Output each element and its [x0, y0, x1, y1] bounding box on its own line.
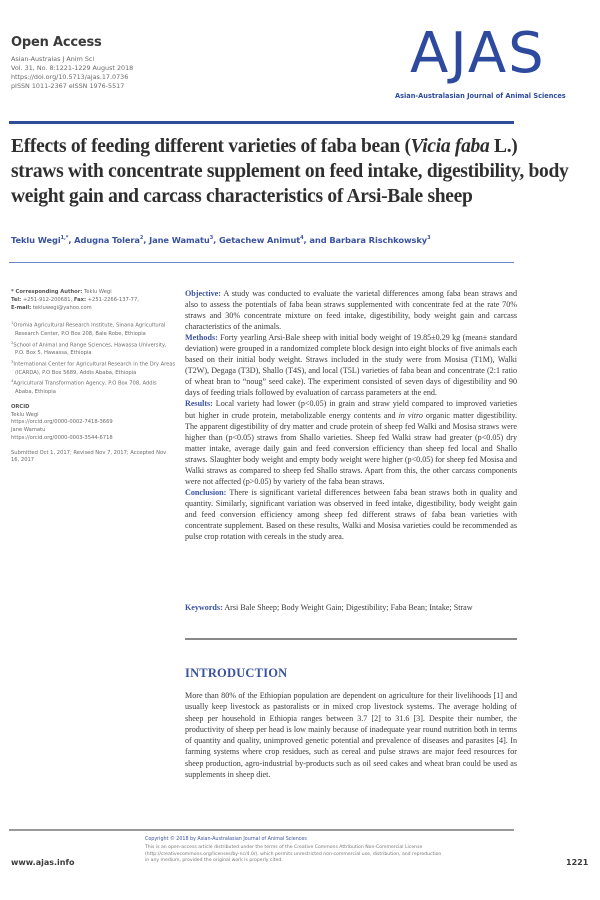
affiliation: $^2$School of Animal and Range Sciences, Hawassa University, P.O. Box 5, Hawassa, Ethiopia — [11, 339, 167, 357]
issn: pISSN 1011-2367 eISSN 1976-5517 — [11, 82, 125, 90]
article-title — [11, 134, 571, 209]
orcid-name: Teklu Wegi — [11, 411, 39, 418]
orcid-name: Jane Wamatu — [11, 427, 46, 434]
title-species: Vicia faba — [410, 136, 490, 157]
author: Teklu Wegi$^{1,*}$ — [11, 235, 69, 245]
license-notice: This is an open-access article distributed under the terms of the Creative Commons Attribution Non-Commercial License (http://creativecommons.org/licenses/by-nc/4.0/), which permits unrestricted non-commercial use, distribution, and reproduction in any medium, provided the original work is properly cited. — [145, 845, 442, 864]
introduction-body: More than 80% of the Ethiopian population are dependent on agriculture for their livelihoods [1] and usually keep livestock as pastoralists or in mixed crop livestock systems. The average holding of sheep per household in Ethiopia ranges between 3.7 [2] to 31.6 [3]. Despite their number, the productivity of sheep per head is low mainly because of inadequate year round nutrition both in terms of quantity and quality, unimproved genetic potential and prevalence of diseases and parasites [4]. In farming systems where crop residues, such as cereal and pulse straws are major feed resources for sheep production, agro-industrial by-products such as oil seed cakes and wheat bran could be used as supplements in sheep diet. — [185, 691, 517, 780]
submission-dates: Submitted Oct 1, 2017; Revised Nov 7, 2017; Accepted Nov 16, 2017 — [11, 449, 167, 464]
journal-abbrev: Asian-Australas J Anim Sci — [11, 55, 95, 63]
corresponding-author: * Corresponding Author: Teklu Wegi — [11, 289, 112, 295]
author: Getachew Animut$^4$ — [218, 235, 304, 245]
copyright-notice: Copyright © 2018 by Asian-Australasian Journal of Animal Sciences — [145, 837, 307, 842]
affiliation: $^3$International Center for Agricultural Research in the Dry Areas (ICARDA), P.O Box 5689, Addis Ababa, Ethiopia — [11, 359, 176, 376]
keywords: Keywords: Arsi Bale Sheep; Body Weight Gain; Digestibility; Faba Bean; Intake; Straw — [185, 603, 473, 612]
abstract-objective: Objective: A study was conducted to evaluate the varietal differences among faba bean straws and also to assess the potentials of faba bean straws supplemented with concentrate fed at the rate 70% straws and 30% concentrate mixture on feed intake, digestibility, body weight gain and carcass characteristics of the animals. — [185, 289, 517, 332]
header-rule — [9, 121, 514, 124]
affiliation: $^4$Agricultural Transformation Agency, P.O Box 708, Addis Ababa, Ethiopia — [11, 378, 157, 395]
contact-email[interactable]: E-mail: tekluwegi@yahoo.com — [11, 304, 92, 311]
journal-website-link[interactable]: www.ajas.info — [11, 858, 75, 867]
orcid-link[interactable]: https://orcid.org/0000-0002-7418-3669 — [11, 419, 113, 426]
journal-logo: AJAS — [410, 21, 546, 86]
orcid-label: ORCID — [11, 403, 30, 410]
author: Barbara Rischkowsky$^3$ — [329, 235, 431, 245]
affiliation: $^1$Oromia Agricultural Research Institute, Sinana Agricultural Research Center, P.O Box 208, Bale Robe, Ethiopia — [11, 320, 166, 337]
author: Jane Wamatu$^3$ — [149, 235, 214, 245]
section-heading-introduction: INTRODUCTION — [185, 666, 288, 680]
footer-rule — [9, 829, 514, 831]
abstract-methods: Methods: Forty yearling Arsi-Bale sheep with initial body weight of 19.85±0.29 kg (mean± standard deviation) were grouped in a randomized complete block design into eight blocks of five animals each based on their initial body weight. Straws included in the study were from Mosisa (T1M), Walki (T2W), Degaga (T3D), Shallo (T4S), and local (T5L) varieties of faba bean and concentrate (2:1 ratio of wheat bran to “noug” seed cake). The experiment consisted of seven days of digestibility and 90 days of feeding trials followed by evaluation of carcass parameters at the end. — [185, 333, 517, 398]
journal-logo-subtitle: Asian-Australasian Journal of Animal Sciences — [395, 92, 566, 100]
author-rule — [9, 262, 514, 263]
author-list: Teklu Wegi$^{1,*}$, Adugna Tolera$^2$, Jane Wamatu$^3$, Getachew Animut$^4$, and Barbara Rischkowsky$^3$ — [11, 235, 431, 245]
open-access-label: Open Access — [11, 35, 102, 50]
title-text: Effects of feeding different varieties of faba bean ( — [11, 136, 411, 157]
article-sidebar — [11, 289, 176, 465]
contact-phone: Tel: +251-912-200681, Fax: +251-2266-137-77, — [11, 296, 139, 303]
keywords-rule — [185, 638, 517, 640]
abstract — [185, 288, 517, 542]
title-text-continued: L.) straws with concentrate supplement on feed intake, digestibility, body weight gain and carcass characteristics of Arsi-Bale sheep — [11, 136, 569, 207]
orcid-link[interactable]: https://orcid.org/0000-0003-3544-6718 — [11, 434, 113, 441]
doi-link[interactable]: https://doi.org/10.5713/ajas.17.0736 — [11, 73, 129, 81]
author: Adugna Tolera$^2$ — [74, 235, 144, 245]
abstract-results: Results: Local variety had lower (p<0.05) in grain and straw yield compared to improved varieties but higher in crude protein, metabolizable energy contents and in vitro organic matter digestibility. The apparent digestibility of dry matter and crude protein of sheep fed Walki and Mosisa straws were higher than (p<0.05) straws from Shallo varieties. Sheep fed Walki straw had greater (p<0.05) dry matter intake, average daily gain and feed conversion efficiency than sheep fed local and Shallo straws. Slaughter body weight and empty body weight were higher (p<0.05) for sheep fed Mosisa and Walki straws as compared to sheep fed Shallo straws. Apart from this, the other carcass components were not affected (p>0.05) by variety of the faba bean straws. — [185, 399, 517, 486]
page-number: 1221 — [566, 858, 589, 867]
abstract-conclusion: Conclusion: There is significant varietal differences between faba bean straws both in quality and quantity. Similarly, significant variation was observed in feed intake, digestibility, body weight gain and feed conversion efficiency among sheep fed different straws of faba bean varieties with concentrate supplement. Based on these results, Walki and Mosisa varieties could be recommended as pulse crop rotation with cereals in the study area. — [185, 487, 517, 542]
volume-line: Vol. 31, No. 8:1221-1229 August 2018 — [11, 64, 134, 72]
